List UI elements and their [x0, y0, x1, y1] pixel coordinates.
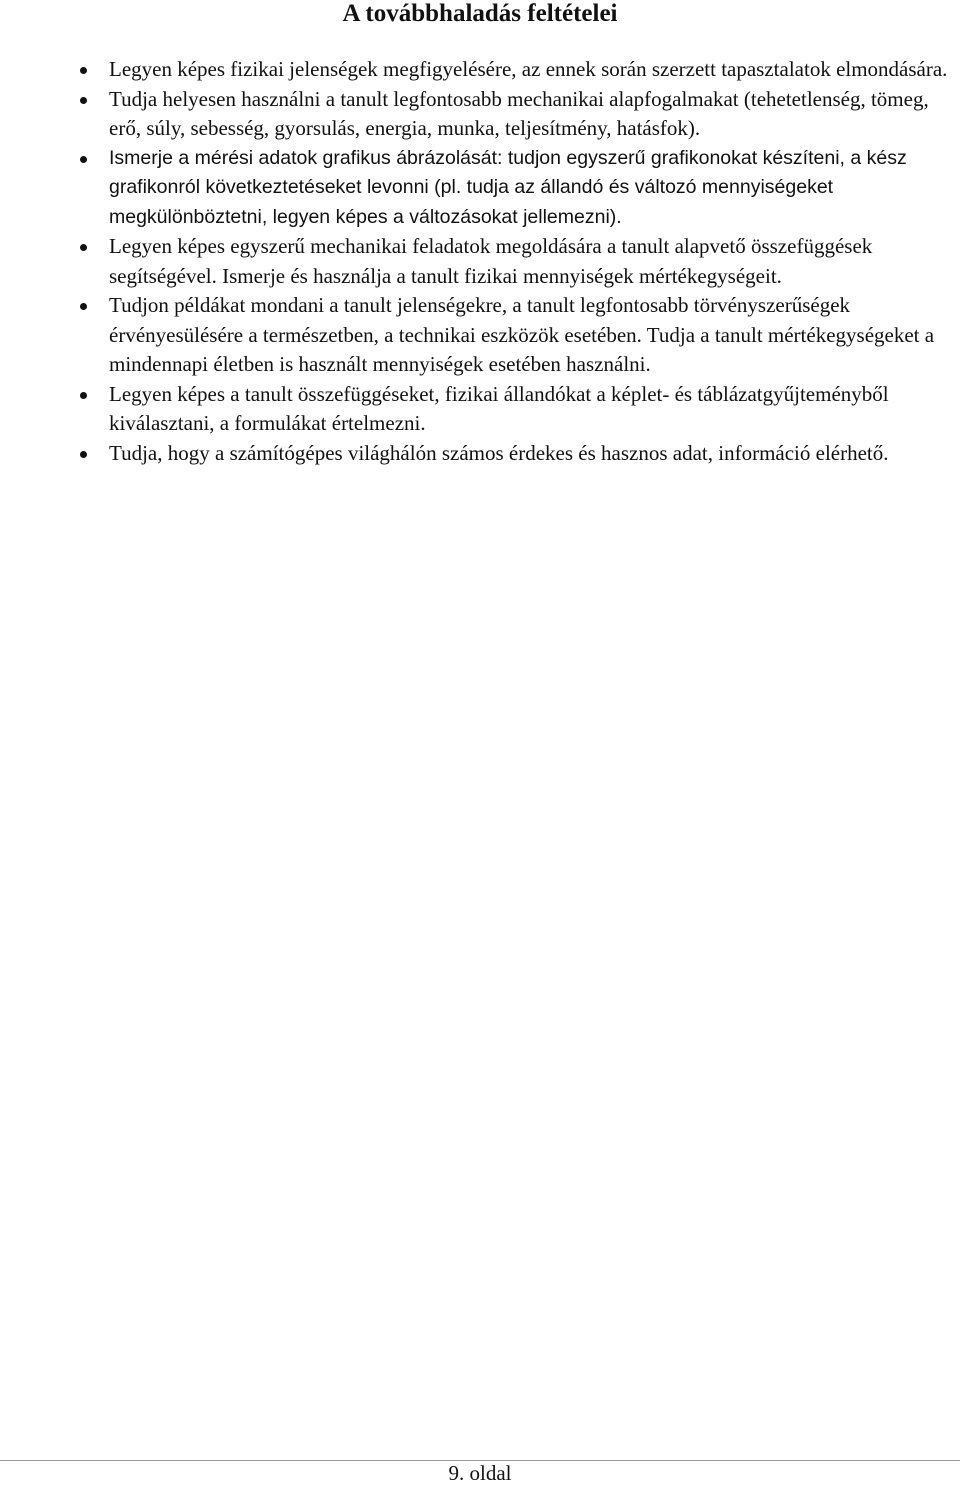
- bullet-icon: [80, 67, 87, 74]
- requirements-list: [0, 55, 960, 468]
- list-item: [0, 144, 960, 233]
- list-item: [0, 55, 960, 85]
- bullet-icon: [80, 97, 87, 104]
- list-item: [0, 232, 960, 291]
- bullet-icon: [80, 451, 87, 458]
- list-item: [0, 291, 960, 380]
- list-item-text: Ismerje a mérési adatok grafikus ábrázolását: tudjon egyszerű grafikonokat készíteni, a kész grafikonról következtetéseket levonni (pl. tudja az állandó és változó mennyiségeket megkülönböztetni, legyen képes a változásokat jellemezni).: [109, 146, 907, 228]
- page-number: 9. oldal: [448, 1461, 512, 1485]
- page-footer: [0, 1460, 960, 1484]
- page-title: A továbbhaladás feltételei: [342, 0, 618, 27]
- list-item: [0, 439, 960, 469]
- bullet-icon: [80, 303, 87, 310]
- list-item-text: Tudjon példákat mondani a tanult jelenségekre, a tanult legfontosabb törvényszerűségek érvényesülésére a természetben, a technikai eszközök esetében. Tudja a tanult mértékegységeket a mindennapi életben is használt mennyiségek esetében használni.: [109, 293, 935, 376]
- list-item: [0, 85, 960, 144]
- list-item-text: Tudja helyesen használni a tanult legfontosabb mechanikai alapfogalmakat (tehetetlenség, tömeg, erő, súly, sebesség, gyorsulás, energia, munka, teljesítmény, hatásfok).: [109, 86, 929, 140]
- bullet-icon: [80, 244, 87, 251]
- bullet-icon: [80, 392, 87, 399]
- list-item-text: Legyen képes egyszerű mechanikai feladatok megoldására a tanult alapvető összefüggések segítségével. Ismerje és használja a tanult fizikai mennyiségek mértékegységeit.: [109, 234, 873, 288]
- list-item: [0, 380, 960, 439]
- list-item-text: Tudja, hogy a számítógépes világhálón számos érdekes és hasznos adat, információ elérhető.: [109, 440, 889, 465]
- list-item-text: Legyen képes fizikai jelenségek megfigyelésére, az ennek során szerzett tapasztalatok elmondására.: [109, 57, 948, 81]
- list-item-text: Legyen képes a tanult összefüggéseket, fizikai állandókat a képlet- és táblázatgyűjteményből kiválasztani, a formulákat értelmezni.: [109, 381, 889, 435]
- bullet-icon: [80, 156, 87, 163]
